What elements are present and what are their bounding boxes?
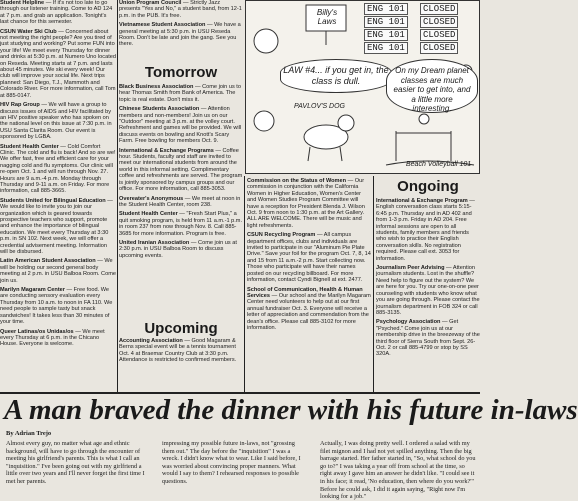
calendar-item [119,106,243,144]
story-column: impressing my possible future in-laws, not "grossing them out." The day before the "inquisition" I was a wreck. I didn't know what to wear. Like I said before, I was worried about convincing proper manners. What would I say to them? I rehearsed responses to possible questions. [162,440,301,485]
calendar-item-body: — If it's not too late to go through our listener training. Come to AD 124 at 7 p.m. and grab an application. Tonight's last chance for this semester. [0,0,113,26]
story-headline: A man braved the dinner with his future in-laws [4,394,578,426]
calendar-item-body: — English conversation class starts 5:15-6:45 p.m. Thursday and in AD 402 and from 1-3 p.m. Friday in AD 204. Free informal sessions are open to all students, family members and friends who wish to practice their English conversation skills. No registration required. Please call ext. 3053 for information. [376,198,475,262]
calendar-item-title: Psychology Association [376,319,441,326]
board-cell: ENG 101 [364,42,408,54]
calendar-item-title: Student Helpline [0,0,45,6]
calendar-item [0,0,116,26]
calendar-item-title: International & Exchange Programs [119,147,214,154]
calendar-item-body: — "Fresh Start Plus," a quit smoking program, is held from 11 a.m.-1 p.m. in room 237 from now through Nov. 8. Call 885-3685 for more information. Program is free. [119,211,243,237]
calendar-item [0,329,116,348]
calendar-item-title: Black Business Association [119,84,194,90]
calendar-item-title: Vietnamese Student Association [119,22,206,29]
board-cell: ENG 101 [364,3,408,15]
calendar-item-title: Chinese Students Association [119,106,200,113]
calendar-item [0,258,116,284]
calendar-item-title: HIV Rap Group [0,102,40,109]
calendar-item-title: CSUN Recycling Program [247,232,316,239]
board-cell: ENG 101 [364,16,408,28]
board-cell: CLOSED [420,29,458,41]
calendar-item-title: United Iranian Association [119,239,190,246]
calendar-item-body: — Come join us to hear Thomas Smith from Bank of America. The topic is real estate. Don't miss it. [119,84,241,103]
upcoming-heading: Upcoming [144,320,218,337]
calendar-item-body: — We will be holding our second general body meeting at 2 p.m. in USU Balboa Room. Come join us. [0,258,116,284]
calendar-item [0,29,116,99]
law-speech-bubble: LAW #4... if you get in, the class is dull. [280,59,392,93]
calendar-item-body: — Concerned about not meeting the right people? Are you tired of just studying and working? Put some FUN into your life! We meet every Thursday for dinner and drinks at 5:30 p.m. at Numero Uno located on Reseda. Meeting starts at 7 p.m. and lasts about 45 minutes. We ski every week! Our club will improve your social life. Next trips planned: San Diego, T.J., Mammoth and Colorado River. For more information, call Tom at 885-0147. [0,28,116,99]
calendar-item-title: Union Program Council [119,0,182,6]
dream-thought-bubble: On my Dream planet classes are much easier to get into, and a little more interesting. [386,59,478,113]
calendar-item-title: Journalism Peer Advising [376,265,445,272]
calendar-item-title: Student Health Center [0,143,59,150]
calendar-item-body: — Our commission in conjunction with the California Women in Higher Education, Women's Center and Women Studies Program Committee will have a reception for President Blenda J. Wilson Oct. 9 from noon to 1:30 p.m. at the Art Gallery. ALL ARE WELCOME. There will be music and light refreshments. [247,178,365,229]
billys-laws-sign: Billy's Laws [316,8,338,26]
story-column: Actually, I was doing pretty well. I ordered a salad with my filet mignon and I had not yet spilled anything. Then the big barrage started. Her father started in, "So, what school do you go to?" I was taking a year off from school at the time, so right away I gave him an answer he didn't like. "I could see it in his face; it read, 'No education, then where do you work?'" Before he could ask, I did it again saying, "Right now I'm looking for a job." [320,440,476,501]
calendar-item-title: Students United for Bilingual Education [0,197,106,204]
ongoing-heading: Ongoing [397,178,459,195]
calendar-item-body: — We will have a group to discuss issues of AIDS and HIV facilitated by an HIV positive speaker who has spoken on the national level on this issue at 7:30 p.m. in USU Santa Clarita Room. Our event is sponsored by LGBA. [0,102,112,141]
calendar-item [0,144,116,195]
calendar-item-body: — Attention journalism students. Lost in the shuffle? Need help to figure out the system? We are here for you. Try our one-on-one peer counseling with students who know what you are going through. Please contact the journalism department in FOB 324 or call 885-3135. [376,265,480,316]
calendar-item-body: — Our school and the Marilyn Magaram Center need volunteers to help out at our first annual fundraiser Oct. 3. Everyone will receive a letter of appreciation and commendation from the dean's office. Please call 885-3102 for more information. [247,292,371,331]
calendar-item [376,319,480,357]
beach-volleyball-label: Beach Volleyball 101 [406,161,472,168]
calendar-item [247,287,371,332]
story-column: Almost every guy, no matter what age and ethnic background, will have to go through the encounter of meeting his girlfriend's parents. This is what I call an "inquisition." I've been going out with my girlfriend a little over two years and I'll never forget the first time I met her parents. [6,440,145,485]
calendar-item-title: School of Communication, Health & Human Services [247,286,363,299]
calendar-item [247,178,371,229]
calendar-item-body: — Come join us at 2:30 p.m. in USU Balboa Room to discuss upcoming events. [119,239,237,259]
board-cell: CLOSED [420,16,458,28]
calendar-item-body: — Attention members and non-members! Join us on our "Outdoor" meeting at 3 p.m. at the volley court. Refreshment and games will be provided. We will discuss events on bowling and Knott's Scary Farm. Free bowling for members Oct. 9. [119,106,242,145]
pavlovs-dog-label: PAVLOV'S DOG [294,103,346,110]
calendar-item [376,198,480,262]
column-divider [117,0,118,392]
calendar-item [119,84,243,103]
calendar-item-body: — All campus department offices, clubs and individuals are invited to participate in our "Aluminum Pie Plate Drive." Save your foil for the program Oct. 7, 8, 14 and 15 from 11 a.m.-2 p.m. Start collecting now. Those who participate will have their names posted on our recycling billboard. For more information, contact Cyndi Bignell at ext. 2477. [247,232,371,284]
calendar-item-title: International & Exchange Program [376,198,468,204]
calendar-item-body: — We meet every Thursday at 6 p.m. in the Chicano House. Everyone is welcome. [0,328,105,348]
ongoing-items [376,198,480,392]
calendar-item-title: Accounting Association [119,338,183,344]
tomorrow-heading: Tomorrow [144,64,218,81]
calendar-item [0,198,116,256]
calendar-item [119,196,243,209]
calendar-item-title: Overeater's Anonymous [119,195,184,202]
upcoming-items [119,338,243,392]
calendar-item-title: Marilyn Magaram Center [0,287,65,294]
calendar-item [119,22,243,48]
story-byline: By Adrian Trejo [6,430,52,437]
calendar-item-title: Queer Latinas/os Unidas/os [0,328,74,335]
calendar-column-1 [0,0,116,392]
calendar-item-body: — Coffee hour. Students, faculty and staff are invited to meet our international students from around the world in this informal setting. Complimentary coffee and refreshments are served. The program is jointly sponsored by campus groups and our office. For more information, call 885-3053. [119,147,243,193]
column-divider [244,176,245,392]
column-divider [373,176,374,392]
calendar-item [119,338,243,364]
calendar-column-3 [247,178,371,392]
calendar-item [247,232,371,283]
calendar-item [0,102,116,140]
calendar-item-body: — Cold Comfort Clinic. The cold and flu is back! And so are we! We offer fast, free and efficient care for your nagging cold and flu symptoms. Our clinic will re-open Oct. 1 and will run through Nov. 27. Hours are 9 a.m.-4 p.m. Monday through Thursday and 9-11 a.m. on Friday. For more information, call 885-3665. [0,143,116,195]
calendar-item [119,148,243,193]
calendar-item-body: — Get "Psyched." Come join us at our membership drive in the breezeway of the third floor of Sierra South from Sept. 26- Oct. 2 or call 885-4799 or stop by SS 320A. [376,319,480,358]
calendar-item-body: — Strictly Jazz presents "Yes and No," a student band, from 12-1 p.m. in the PUB. It's free. [119,0,242,19]
board-cell: CLOSED [420,3,458,15]
calendar-item-body: — Good Magaram & Berns special event will be a tennis tournament Oct. 4 at Braemar Country Club at 3:30 p.m. Attendance is restricted to confirmed members. [119,338,237,364]
calendar-item [119,211,243,237]
calendar-item-body: — We would like to invite you to join our organization which is geared towards prospective teachers who support, promote and enhance the importance of bilingual education. We meet every Thursday at 3:30 p.m. in SN 102. Next week, we will offer a credential advisement meeting. Information will be disbursed. [0,197,113,256]
board-cell: CLOSED [420,42,458,54]
calendar-item [119,240,243,259]
tomorrow-items [119,84,243,318]
calendar-item [0,287,116,325]
board-cell: ENG 101 [364,29,408,41]
calendar-item [119,0,243,19]
cartoon-panel [245,0,480,174]
calendar-item-title: Student Health Center [119,211,178,218]
calendar-item-body: — Free food. We are conducting sensory evaluation every Thursday from 10 a.m. to noon in FA 110. We need people to sample tasty but snack sandwiches! It takes less than 30 minutes of your time. [0,287,113,326]
calendar-item-title: Latin American Student Association [0,258,96,265]
calendar-item-body: — We meet at noon in the Student Health Center, room 238. [119,195,241,208]
calendar-item-title: CSUN Water Ski Club [0,28,57,35]
calendar-item-body: — We have a general meeting at 5:30 p.m. in USU Reseda Room. Don't be late and join the gang. See you there. [119,22,241,48]
calendar-item [376,265,480,316]
calendar-item-title: Commission on the Status of Women [247,178,347,184]
